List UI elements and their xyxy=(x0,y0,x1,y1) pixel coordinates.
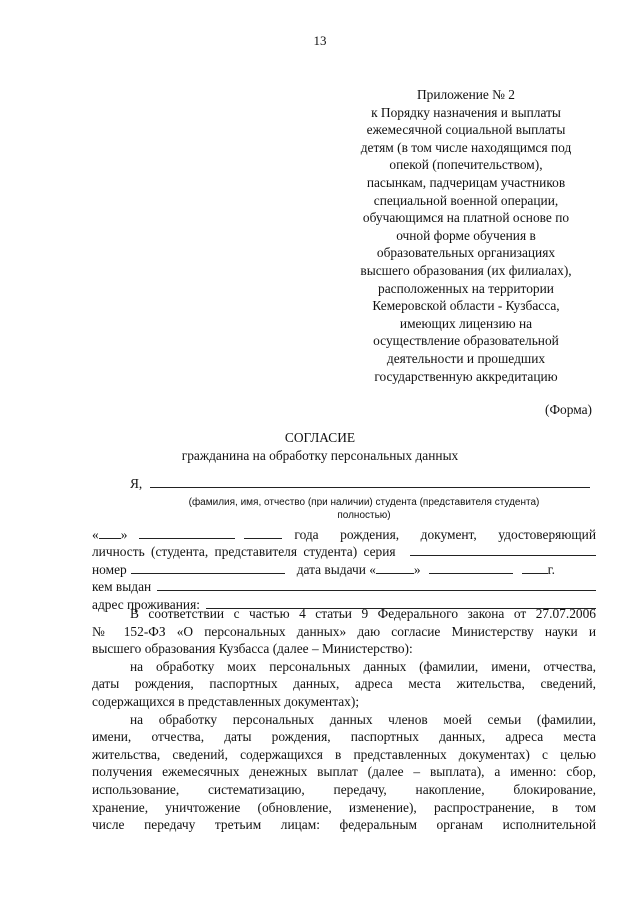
address-label: адрес проживания: xyxy=(92,596,200,612)
paragraph-line: высшего образования Кузбасса (далее – Министерство): xyxy=(92,641,413,657)
birth-day-field[interactable] xyxy=(99,526,121,539)
birth-month-field[interactable] xyxy=(139,526,235,539)
appendix-line: ежемесячной социальной выплаты xyxy=(366,122,566,138)
issue-month-field[interactable] xyxy=(429,561,513,574)
consent-heading xyxy=(0,429,640,465)
paragraph-line: хранение, уничтожение (обновление, изменение), распространение, в том xyxy=(92,799,596,815)
paragraph-line: числе передачу третьим лицам: федеральным органам исполнительной xyxy=(92,817,596,833)
appendix-line: осуществление образовательной xyxy=(373,333,559,349)
full-name-field[interactable] xyxy=(150,475,590,488)
paragraph-line: имени, отчества, даты рождения, паспортных данных, адреса места xyxy=(92,729,596,745)
appendix-line: опекой (попечительством), xyxy=(389,157,543,173)
passport-number-field[interactable] xyxy=(131,561,285,574)
birth-line xyxy=(92,526,596,544)
ya-label: Я, xyxy=(130,476,143,491)
number-line xyxy=(92,561,596,579)
consent-text xyxy=(92,605,596,834)
quote-close: » xyxy=(120,526,128,542)
appendix-line: пасынкам, падчерицам участников xyxy=(366,174,566,190)
form-label: (Форма) xyxy=(544,402,592,417)
issue-date-label: дата выдачи « xyxy=(296,561,376,577)
appendix-line: образовательных организациях xyxy=(376,245,556,261)
appendix-line: Кемеровской области - Кузбасса, xyxy=(372,298,560,314)
appendix-line: высшего образования (их филиалах), xyxy=(360,262,572,278)
page-number: 13 xyxy=(313,33,327,48)
birth-year-field[interactable] xyxy=(244,526,282,539)
paragraph-line: получения ежемесячных денежных выплат (далее – выплата), а именно: сбор, xyxy=(92,764,596,780)
appendix-line: расположенных на территории xyxy=(378,280,554,296)
name-hint-line-1: (фамилия, имя, отчество (при наличии) студента (представителя студента) xyxy=(188,496,540,508)
appendix-line: обучающимся на платной основе по xyxy=(362,210,570,226)
heading-title: СОГЛАСИЕ xyxy=(284,430,356,445)
appendix-line: государственную аккредитацию xyxy=(374,368,558,384)
issued-by-field[interactable] xyxy=(157,578,596,591)
paragraph-line: даты рождения, паспортных данных, адреса места жительства, сведений, xyxy=(92,676,596,692)
quote-open: « xyxy=(92,526,99,542)
appendix-title: Приложение № 2 xyxy=(416,87,516,102)
identity-text: личность (студента, представителя студента) серия xyxy=(92,544,396,560)
quote-close-2: » xyxy=(413,561,421,577)
paragraph-line: № 152-ФЗ «О персональных данных» даю согласие Министерству науки и xyxy=(92,623,596,639)
appendix-line: специальной военной операции, xyxy=(373,192,559,208)
issued-by-line xyxy=(92,578,596,596)
appendix-line: деятельности и прошедших xyxy=(386,350,546,366)
name-hint xyxy=(92,496,596,522)
appendix-line: очной форме обучения в xyxy=(396,227,536,243)
heading-subtitle: гражданина на обработку персональных данных xyxy=(181,448,459,463)
paragraph-line: В соответствии с частью 4 статьи 9 Федерального закона от 27.07.2006 xyxy=(130,606,596,621)
identity-line xyxy=(92,543,596,561)
paragraph-line: на обработку моих персональных данных (фамилии, имени, отчества, xyxy=(130,658,596,674)
number-label: номер xyxy=(92,561,127,577)
name-hint-line-2: полностью) xyxy=(337,509,391,521)
appendix-line: к Порядку назначения и выплаты xyxy=(371,104,561,120)
paragraph-line: на обработку персональных данных членов моей семьи (фамилии, xyxy=(130,711,596,727)
appendix-line: детям (в том числе находящимся под xyxy=(360,139,572,155)
paragraph-line: жительства, сведений, содержащихся в представленных документах) с целью xyxy=(92,746,596,762)
paragraph-line: содержащихся в представленных документах); xyxy=(92,693,360,709)
issue-day-field[interactable] xyxy=(376,561,414,574)
passport-series-field[interactable] xyxy=(410,543,596,556)
year-suffix: г. xyxy=(547,561,555,577)
appendix-block xyxy=(356,86,576,385)
consent-form xyxy=(92,475,596,614)
paragraph-line: использование, систематизацию, передачу, накопление, блокирование, xyxy=(92,781,596,797)
appendix-line: имеющих лицензию на xyxy=(399,315,533,331)
name-line xyxy=(92,475,596,493)
birth-text: года рождения, документ, удостоверяющий xyxy=(294,526,596,542)
issue-year-field[interactable] xyxy=(522,561,548,574)
issued-by-label: кем выдан xyxy=(92,579,152,595)
